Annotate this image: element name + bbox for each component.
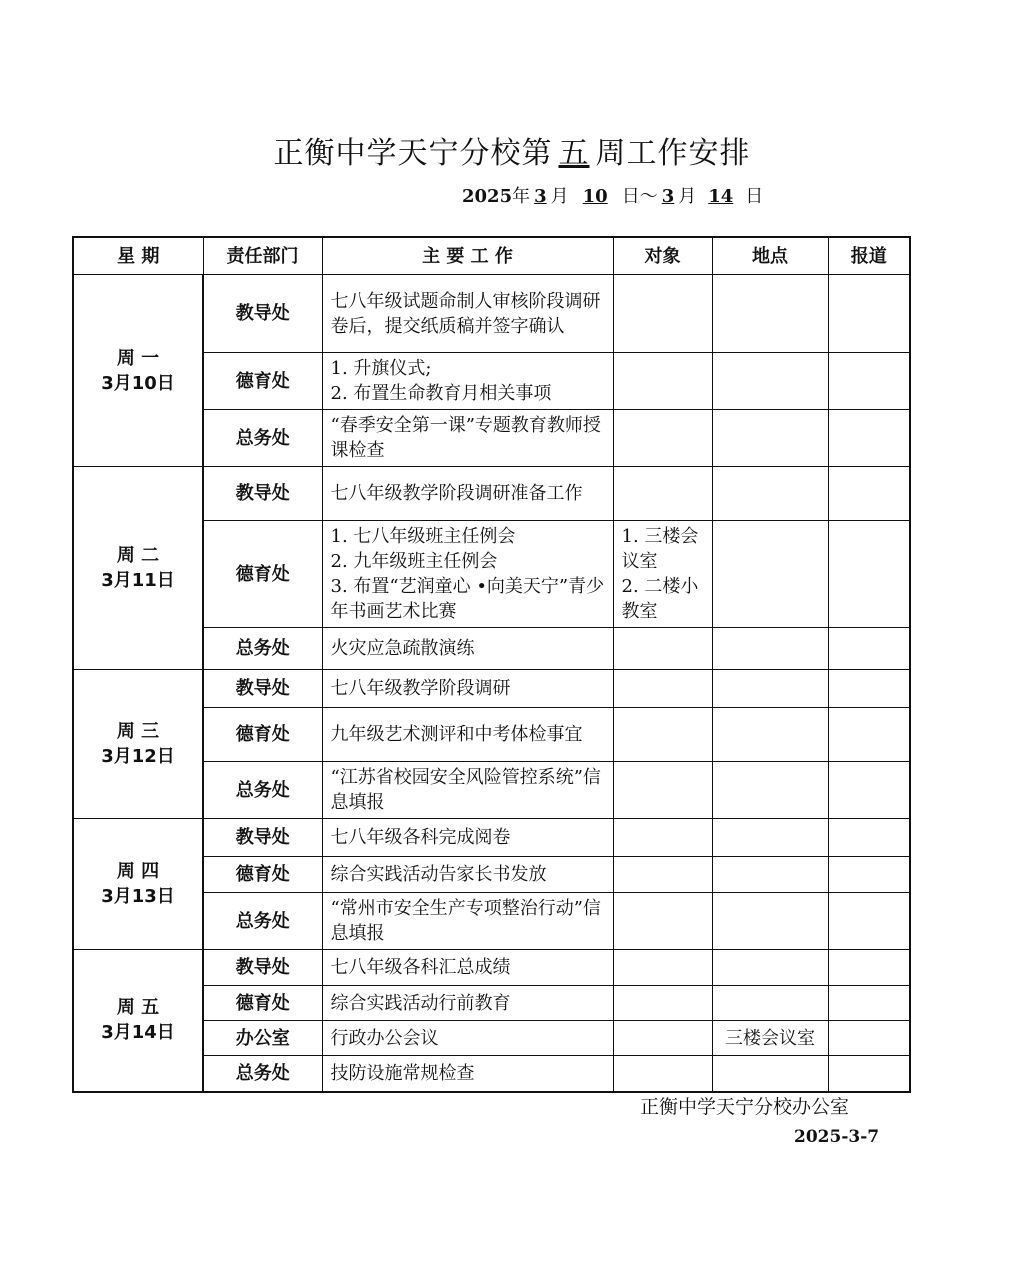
report-cell [828,521,910,628]
location-cell [712,762,828,819]
dept-cell: 教导处 [203,819,322,857]
dept-cell: 总务处 [203,762,322,819]
table-row [73,819,910,857]
day-date: 3月13日 [101,886,175,907]
work-cell: 七八年级各科完成阅卷 [322,819,613,857]
work-cell [322,521,613,628]
location-cell [712,275,828,353]
day-cell [73,467,203,670]
work-cell: 火灾应急疏散演练 [322,628,613,670]
day-date: 3月10日 [101,372,175,394]
report-cell [828,950,910,986]
table-row [73,670,910,708]
table-row [73,950,910,986]
day-date: 3月14日 [101,1022,175,1044]
dept-cell: 教导处 [203,670,322,708]
location-cell [712,819,828,857]
report-cell [828,819,910,857]
date-yue1: 月 [550,186,569,207]
location-cell [712,628,828,670]
work-cell: “常州市安全生产专项整治行动”信息填报 [322,893,613,950]
date-d1: 10 [582,186,608,207]
location-cell [712,670,828,708]
work-cell: “江苏省校园安全风险管控系统”信息填报 [322,762,613,819]
dept-cell: 德育处 [203,521,322,628]
date-ri2: 日 [745,186,764,207]
day-name: 周 五 [116,997,160,1019]
header-row [73,237,910,275]
date-m1: 3 [534,186,547,207]
report-cell [828,986,910,1021]
object-cell [613,708,712,762]
dept-cell: 德育处 [203,986,322,1021]
location-cell [712,893,828,950]
report-cell [828,762,910,819]
object-cell [613,893,712,950]
location-cell: 三楼会议室 [712,1021,828,1056]
report-cell [828,467,910,521]
work-item: 3. 布置“艺润童心 •向美天宁”青少年书画艺术比赛 [330,576,605,622]
dept-cell: 总务处 [203,628,322,670]
object-cell [613,521,712,628]
object-cell [613,986,712,1021]
date-d2: 14 [708,186,734,207]
work-cell: 七八年级试题命制人审核阶段调研卷后，提交纸质稿并签字确认 [322,275,613,353]
work-cell [322,353,613,410]
report-cell [828,275,910,353]
dept-cell: 德育处 [203,708,322,762]
date-m2: 3 [661,186,675,207]
report-cell [828,670,910,708]
object-cell [613,950,712,986]
location-cell [712,986,828,1021]
title-prefix: 正衡中学天宁分校第 [273,136,553,171]
object-cell [613,762,712,819]
location-cell [712,467,828,521]
work-cell: 行政办公会议 [322,1021,613,1056]
object-cell [613,628,712,670]
dept-cell: 教导处 [203,950,322,986]
day-name: 周 二 [116,545,160,566]
report-cell [828,893,910,950]
table-row [73,275,910,353]
report-cell [828,353,910,410]
work-cell: 综合实践活动行前教育 [322,986,613,1021]
object-cell [613,1056,712,1092]
header-object: 对象 [613,237,712,275]
day-name: 周 三 [116,721,160,742]
dept-cell: 德育处 [203,353,322,410]
work-cell: 七八年级教学阶段调研准备工作 [322,467,613,521]
location-cell [712,857,828,893]
date-year: 2025 [462,186,513,207]
dept-cell: 总务处 [203,1056,322,1092]
location-cell [712,410,828,467]
report-cell [828,857,910,893]
report-cell [828,410,910,467]
location-cell [712,950,828,986]
report-cell [828,708,910,762]
object-item: 1. 三楼会议室 [621,526,699,572]
object-cell [613,819,712,857]
header-location: 地点 [712,237,828,275]
dept-cell: 办公室 [203,1021,322,1056]
date-yue2: 月 [678,186,697,207]
day-cell [73,670,203,819]
dept-cell: 教导处 [203,467,322,521]
header-report: 报道 [828,237,910,275]
day-date: 3月11日 [101,570,175,591]
dept-cell: 总务处 [203,410,322,467]
location-cell [712,521,828,628]
work-item: 2. 布置生命教育月相关事项 [330,383,552,404]
header-dept: 责任部门 [203,237,322,275]
day-name: 周 一 [116,347,160,369]
work-cell: 七八年级教学阶段调研 [322,670,613,708]
date-nian: 年 [512,186,531,207]
object-cell [613,1021,712,1056]
object-item: 2. 二楼小教室 [621,576,699,622]
title-suffix: 周工作安排 [595,136,751,171]
report-cell [828,1021,910,1056]
work-item: 2. 九年级班主任例会 [330,551,498,572]
object-cell [613,353,712,410]
page-title [0,128,1024,172]
object-cell [613,670,712,708]
work-item: 1. 七八年级班主任例会 [330,526,516,547]
object-cell [613,857,712,893]
work-cell: 综合实践活动告家长书发放 [322,857,613,893]
dept-cell: 教导处 [203,275,322,353]
location-cell [712,353,828,410]
footer-date: 2025-3-7 [794,1127,880,1147]
footer-office: 正衡中学天宁分校办公室 [640,1096,850,1118]
table-row [73,467,910,521]
date-range [462,182,763,208]
work-cell: 技防设施常规检查 [322,1056,613,1092]
date-ri1: 日～ [621,186,658,207]
day-cell [73,819,203,950]
header-day: 星 期 [73,237,203,275]
work-item: 1. 升旗仪式; [330,358,432,379]
report-cell [828,1056,910,1092]
location-cell [712,1056,828,1092]
dept-cell: 总务处 [203,893,322,950]
object-cell [613,467,712,521]
work-cell: 七八年级各科汇总成绩 [322,950,613,986]
header-work: 主 要 工 作 [322,237,613,275]
day-date: 3月12日 [101,746,175,767]
title-week: 五 [558,136,590,171]
schedule-table [72,236,911,1093]
object-cell [613,275,712,353]
day-cell [73,275,203,467]
object-cell [613,410,712,467]
work-cell: 九年级艺术测评和中考体检事宜 [322,708,613,762]
location-cell [712,708,828,762]
day-cell [73,950,203,1092]
day-name: 周 四 [116,861,160,882]
dept-cell: 德育处 [203,857,322,893]
report-cell [828,628,910,670]
work-cell: “春季安全第一课”专题教育教师授课检查 [322,410,613,467]
